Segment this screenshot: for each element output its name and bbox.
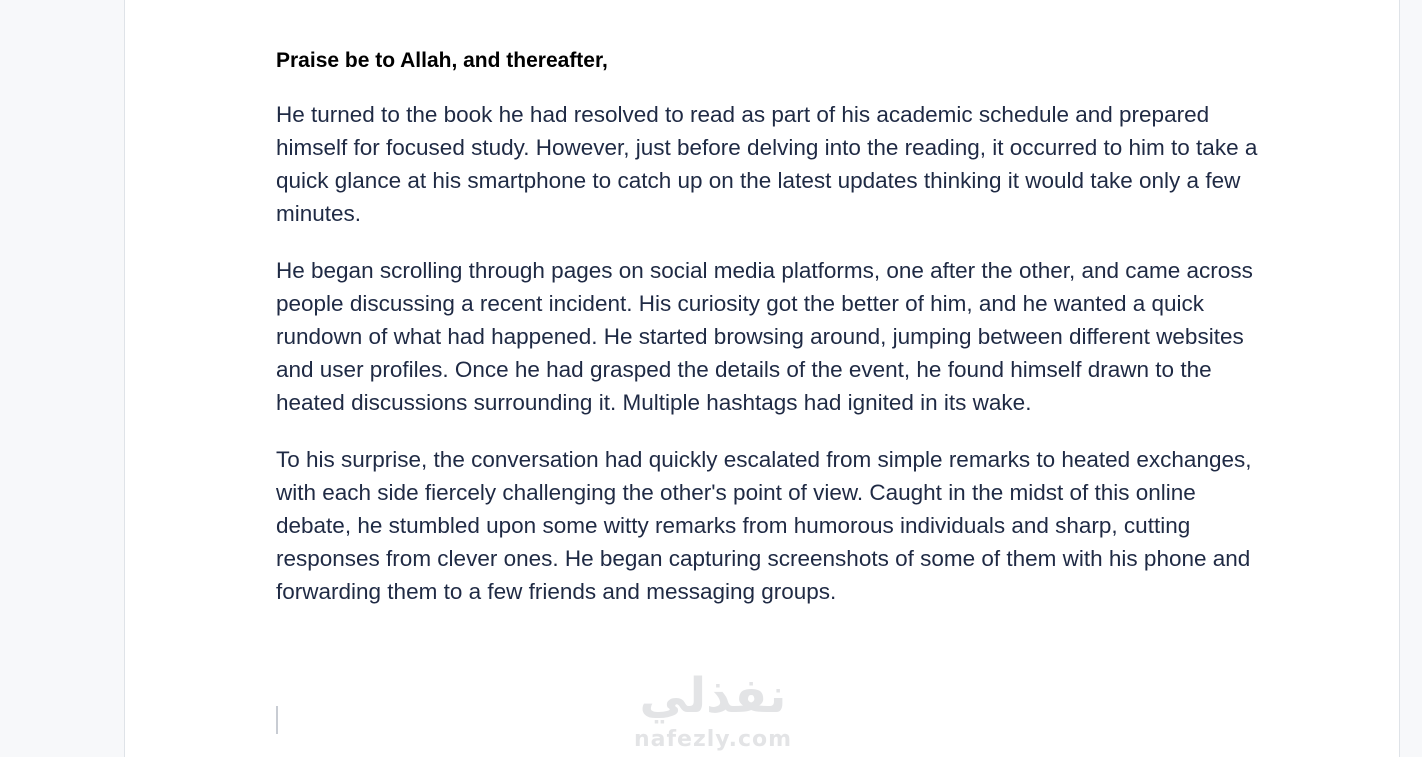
paragraph-2: He began scrolling through pages on social media platforms, one after the other, and came across people discussing a recent incident. His curiosity got the better of him, and he wanted a quick rundown of what had happened. He started browsing around, jumping between different websites and user profiles. Once he had grasped the details of the event, he found himself drawn to the heated discussions surrounding it. Multiple hashtags had ignited in its wake. [276, 258, 1253, 415]
paragraph-3: To his surprise, the conversation had quickly escalated from simple remarks to heated exchanges, with each side fiercely challenging the other's point of view. Caught in the midst of this online debate, he stumbled upon some witty remarks from humorous individuals and sharp, cutting responses from clever ones. He began capturing screenshots of some of them with his phone and forwarding them to a few friends and messaging groups. [276, 447, 1252, 604]
text-cursor[interactable] [276, 706, 278, 734]
article-body[interactable] [276, 46, 1266, 632]
paragraph-1: He turned to the book he had resolved to read as part of his academic schedule and prepared himself for focused study. However, just before delving into the reading, it occurred to him to take a quick glance at his smartphone to catch up on the latest updates thinking it would take only a few minutes. [276, 102, 1258, 226]
document-page [124, 0, 1400, 757]
article-heading: Praise be to Allah, and thereafter, [276, 49, 608, 72]
